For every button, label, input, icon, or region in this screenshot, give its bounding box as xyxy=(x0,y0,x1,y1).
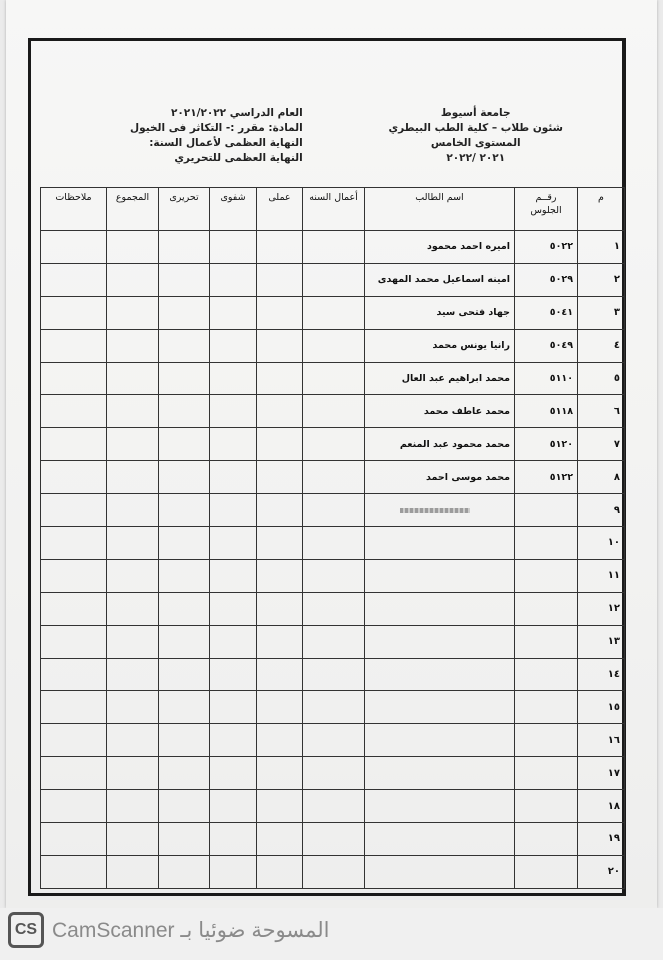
student-name xyxy=(365,527,515,560)
row-number: ٥ xyxy=(578,362,625,395)
col-notes: ملاحظات xyxy=(41,188,107,231)
year-label: ٢٠٢١ /٢٠٢٢ xyxy=(446,152,506,164)
practical-cell xyxy=(257,527,303,560)
oral-cell xyxy=(210,724,257,757)
camscanner-text: CamScanner المسوحة ضوئيا بـ xyxy=(52,919,330,942)
written-cell xyxy=(159,395,210,428)
notes-cell xyxy=(41,625,107,658)
camscanner-logo: CS xyxy=(8,912,44,948)
grades-table xyxy=(40,187,625,889)
written-cell xyxy=(159,823,210,856)
written-cell xyxy=(159,658,210,691)
year-work-cell xyxy=(303,592,365,625)
col-oral: شفوى xyxy=(210,188,257,231)
year-work-cell xyxy=(303,231,365,264)
col-year-work: أعمال السنه xyxy=(303,188,365,231)
year-work-cell xyxy=(303,527,365,560)
seat-number xyxy=(515,592,578,625)
row-number: ١٧ xyxy=(578,757,625,790)
practical-cell xyxy=(257,658,303,691)
year-work-cell xyxy=(303,428,365,461)
row-number: ١٣ xyxy=(578,625,625,658)
notes-cell xyxy=(41,329,107,362)
written-cell xyxy=(159,757,210,790)
row-number: ٤ xyxy=(578,329,625,362)
written-cell xyxy=(159,428,210,461)
col-name: اسم الطالب xyxy=(365,188,515,231)
written-cell xyxy=(159,329,210,362)
row-number: ٣ xyxy=(578,296,625,329)
practical-cell xyxy=(257,329,303,362)
year-work-cell xyxy=(303,395,365,428)
seat-number: ٥٠٤٩ xyxy=(515,329,578,362)
oral-cell xyxy=(210,263,257,296)
written-cell xyxy=(159,790,210,823)
year-work-cell xyxy=(303,724,365,757)
year-work-cell xyxy=(303,757,365,790)
notes-cell xyxy=(41,691,107,724)
table-row xyxy=(41,362,625,395)
oral-cell xyxy=(210,428,257,461)
seat-number xyxy=(515,855,578,888)
practical-cell xyxy=(257,790,303,823)
practical-cell xyxy=(257,592,303,625)
col-practical: عملى xyxy=(257,188,303,231)
table-row xyxy=(41,527,625,560)
seat-number xyxy=(515,724,578,757)
row-number: ٩ xyxy=(578,494,625,527)
oral-cell xyxy=(210,625,257,658)
seat-number: ٥٠٤١ xyxy=(515,296,578,329)
oral-cell xyxy=(210,527,257,560)
table-row xyxy=(41,461,625,494)
table-row xyxy=(41,724,625,757)
student-name: محمد ابراهيم عبد العال xyxy=(365,362,515,395)
table-row xyxy=(41,691,625,724)
total-cell xyxy=(107,757,159,790)
practical-cell xyxy=(257,362,303,395)
total-cell xyxy=(107,691,159,724)
oral-cell xyxy=(210,691,257,724)
col-seat: رقــم الجلوس xyxy=(515,188,578,231)
header-right xyxy=(388,106,563,166)
written-cell xyxy=(159,691,210,724)
table-row xyxy=(41,658,625,691)
table-row xyxy=(41,395,625,428)
student-name: اميره احمد محمود xyxy=(365,231,515,264)
oral-cell xyxy=(210,296,257,329)
seat-number xyxy=(515,658,578,691)
notes-cell xyxy=(41,362,107,395)
level-label: المستوى الخامس xyxy=(430,137,521,149)
table-row xyxy=(41,790,625,823)
total-cell xyxy=(107,231,159,264)
row-number: ١٦ xyxy=(578,724,625,757)
practical-cell xyxy=(257,428,303,461)
row-number: ١٢ xyxy=(578,592,625,625)
practical-cell xyxy=(257,296,303,329)
practical-cell xyxy=(257,625,303,658)
year-work-cell xyxy=(303,263,365,296)
col-written: تحريرى xyxy=(159,188,210,231)
university-name: جامعة أسيوط xyxy=(440,107,511,119)
year-work-cell xyxy=(303,855,365,888)
practical-cell xyxy=(257,855,303,888)
student-name xyxy=(365,658,515,691)
student-name xyxy=(365,494,515,527)
table-row xyxy=(41,592,625,625)
row-number: ١١ xyxy=(578,559,625,592)
oral-cell xyxy=(210,757,257,790)
total-cell xyxy=(107,592,159,625)
written-cell xyxy=(159,559,210,592)
oral-cell xyxy=(210,461,257,494)
practical-cell xyxy=(257,691,303,724)
student-name: امينه اسماعيل محمد المهدى xyxy=(365,263,515,296)
year-work-cell xyxy=(303,559,365,592)
written-cell xyxy=(159,231,210,264)
student-name: محمد عاطف محمد xyxy=(365,395,515,428)
notes-cell xyxy=(41,296,107,329)
total-cell xyxy=(107,527,159,560)
student-name xyxy=(365,855,515,888)
total-cell xyxy=(107,263,159,296)
total-cell xyxy=(107,362,159,395)
table-row xyxy=(41,296,625,329)
notes-cell xyxy=(41,461,107,494)
table-row xyxy=(41,494,625,527)
notes-cell xyxy=(41,527,107,560)
year-work-cell xyxy=(303,494,365,527)
practical-cell xyxy=(257,231,303,264)
table-row xyxy=(41,428,625,461)
student-name: محمد موسى احمد xyxy=(365,461,515,494)
student-name: محمد محمود عبد المنعم xyxy=(365,428,515,461)
year-work-cell xyxy=(303,790,365,823)
student-name xyxy=(365,559,515,592)
oral-cell xyxy=(210,790,257,823)
row-number: ١٨ xyxy=(578,790,625,823)
written-cell xyxy=(159,592,210,625)
seat-number xyxy=(515,757,578,790)
student-name xyxy=(365,724,515,757)
subject-label: المادة: مقرر :- التكاثر فى الخيول xyxy=(130,122,303,134)
written-cell xyxy=(159,461,210,494)
row-number: ٦ xyxy=(578,395,625,428)
scan-smudge xyxy=(400,508,470,513)
max-written-label: النهاية العظمى للتحريري xyxy=(174,152,303,164)
seat-number: ٥٠٢٢ xyxy=(515,231,578,264)
student-name xyxy=(365,790,515,823)
row-number: ١٥ xyxy=(578,691,625,724)
oral-cell xyxy=(210,231,257,264)
oral-cell xyxy=(210,329,257,362)
notes-cell xyxy=(41,428,107,461)
notes-cell xyxy=(41,757,107,790)
seat-number: ٥١٢٠ xyxy=(515,428,578,461)
written-cell xyxy=(159,362,210,395)
notes-cell xyxy=(41,559,107,592)
practical-cell xyxy=(257,263,303,296)
written-cell xyxy=(159,855,210,888)
oral-cell xyxy=(210,559,257,592)
total-cell xyxy=(107,724,159,757)
notes-cell xyxy=(41,823,107,856)
written-cell xyxy=(159,263,210,296)
notes-cell xyxy=(41,790,107,823)
notes-cell xyxy=(41,395,107,428)
seat-number xyxy=(515,559,578,592)
total-cell xyxy=(107,461,159,494)
total-cell xyxy=(107,625,159,658)
practical-cell xyxy=(257,724,303,757)
header-left xyxy=(130,106,303,166)
table-row xyxy=(41,263,625,296)
oral-cell xyxy=(210,592,257,625)
notes-cell xyxy=(41,231,107,264)
student-name xyxy=(365,823,515,856)
row-number: ٧ xyxy=(578,428,625,461)
department-name: شئون طلاب – كلية الطب البيطري xyxy=(388,122,563,134)
col-total: المجموع xyxy=(107,188,159,231)
year-work-cell xyxy=(303,625,365,658)
student-name: جهاد فتحى سيد xyxy=(365,296,515,329)
year-work-cell xyxy=(303,691,365,724)
row-number: ١٩ xyxy=(578,823,625,856)
year-work-cell xyxy=(303,823,365,856)
table-row xyxy=(41,231,625,264)
row-number: ١ xyxy=(578,231,625,264)
seat-number: ٥١٢٢ xyxy=(515,461,578,494)
seat-number: ٥٠٢٩ xyxy=(515,263,578,296)
year-work-cell xyxy=(303,296,365,329)
col-num: م xyxy=(578,188,625,231)
row-number: ٨ xyxy=(578,461,625,494)
max-year-work-label: النهاية العظمى لأعمال السنة: xyxy=(149,137,303,149)
total-cell xyxy=(107,494,159,527)
notes-cell xyxy=(41,494,107,527)
seat-number xyxy=(515,790,578,823)
notes-cell xyxy=(41,855,107,888)
student-name xyxy=(365,757,515,790)
notes-cell xyxy=(41,658,107,691)
total-cell xyxy=(107,296,159,329)
total-cell xyxy=(107,428,159,461)
oral-cell xyxy=(210,395,257,428)
oral-cell xyxy=(210,658,257,691)
practical-cell xyxy=(257,461,303,494)
table-row xyxy=(41,559,625,592)
seat-number xyxy=(515,625,578,658)
written-cell xyxy=(159,527,210,560)
practical-cell xyxy=(257,395,303,428)
total-cell xyxy=(107,823,159,856)
student-name xyxy=(365,592,515,625)
notes-cell xyxy=(41,592,107,625)
written-cell xyxy=(159,724,210,757)
practical-cell xyxy=(257,559,303,592)
total-cell xyxy=(107,855,159,888)
table-row xyxy=(41,625,625,658)
seat-number xyxy=(515,823,578,856)
total-cell xyxy=(107,658,159,691)
total-cell xyxy=(107,790,159,823)
seat-number xyxy=(515,494,578,527)
total-cell xyxy=(107,329,159,362)
oral-cell xyxy=(210,362,257,395)
year-work-cell xyxy=(303,461,365,494)
table-row xyxy=(41,329,625,362)
row-number: ٢ xyxy=(578,263,625,296)
student-name: رانيا يونس محمد xyxy=(365,329,515,362)
oral-cell xyxy=(210,855,257,888)
notes-cell xyxy=(41,724,107,757)
written-cell xyxy=(159,625,210,658)
student-name xyxy=(365,625,515,658)
total-cell xyxy=(107,395,159,428)
table-row xyxy=(41,855,625,888)
student-name xyxy=(365,691,515,724)
year-work-cell xyxy=(303,658,365,691)
written-cell xyxy=(159,296,210,329)
practical-cell xyxy=(257,757,303,790)
oral-cell xyxy=(210,494,257,527)
row-number: ١٠ xyxy=(578,527,625,560)
table-row xyxy=(41,823,625,856)
oral-cell xyxy=(210,823,257,856)
year-work-cell xyxy=(303,362,365,395)
practical-cell xyxy=(257,823,303,856)
table-header-row xyxy=(41,188,625,231)
row-number: ١٤ xyxy=(578,658,625,691)
seat-number xyxy=(515,691,578,724)
notes-cell xyxy=(41,263,107,296)
total-cell xyxy=(107,559,159,592)
seat-number: ٥١١٨ xyxy=(515,395,578,428)
table-row xyxy=(41,757,625,790)
seat-number: ٥١١٠ xyxy=(515,362,578,395)
written-cell xyxy=(159,494,210,527)
row-number: ٢٠ xyxy=(578,855,625,888)
practical-cell xyxy=(257,494,303,527)
year-work-cell xyxy=(303,329,365,362)
academic-year: العام الدراسي ٢٠٢١/٢٠٢٢ xyxy=(170,107,303,119)
seat-number xyxy=(515,527,578,560)
